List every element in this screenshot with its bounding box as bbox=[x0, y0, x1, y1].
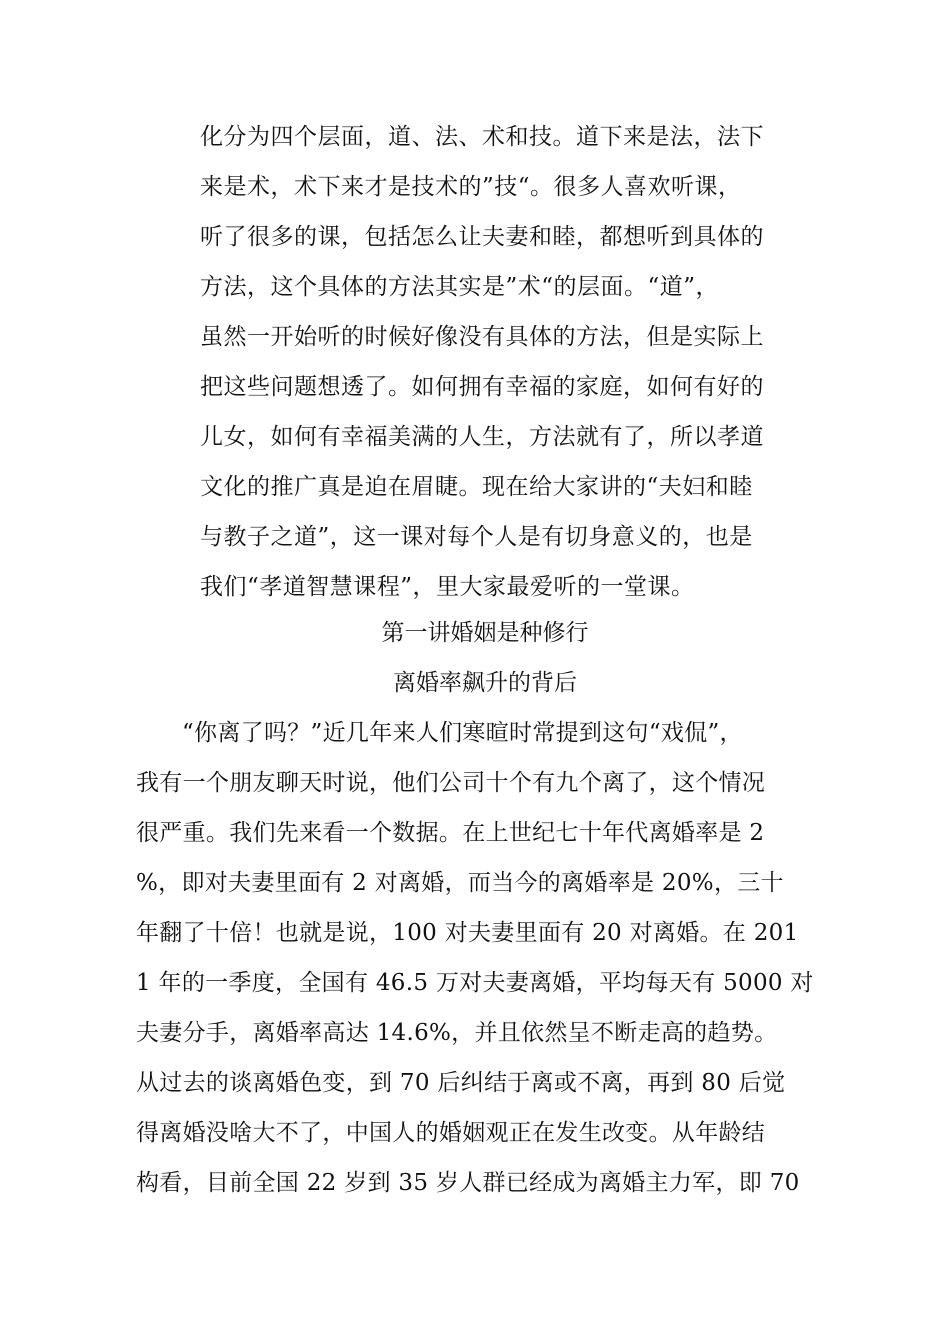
text-line: 听了很多的课，包括怎么让夫妻和睦，都想听到具体的 bbox=[200, 224, 764, 250]
intro-paragraph bbox=[200, 112, 820, 612]
text-line: 夫妻分手，离婚率高达 14.6%，并且依然呈不断走高的趋势。 bbox=[136, 1020, 778, 1046]
text-line: 构看，目前全国 22 岁到 35 岁人群已经成为离婚主力军，即 70 bbox=[136, 1170, 800, 1196]
text-line: 从过去的谈离婚色变，到 70 后纠结于离或不离，再到 80 后觉 bbox=[136, 1070, 786, 1096]
lecture-title: 第一讲婚姻是种修行 bbox=[381, 620, 589, 646]
text-line: 我有一个朋友聊天时说，他们公司十个有九个离了，这个情况 bbox=[136, 770, 766, 796]
text-line: 1 年的一季度，全国有 46.5 万对夫妻离婚，平均每天有 5000 对 bbox=[136, 970, 814, 996]
text-line: 虽然一开始听的时候好像没有具体的方法，但是实际上 bbox=[200, 324, 764, 350]
text-line: 把这些问题想透了。如何拥有幸福的家庭，如何有好的 bbox=[200, 374, 764, 400]
text-line: %，即对夫妻里面有 2 对离婚，而当今的离婚率是 20%，三十 bbox=[136, 870, 784, 896]
text-line: 化分为四个层面，道、法、术和技。道下来是法，法下 bbox=[200, 124, 764, 150]
text-line: 很严重。我们先来看一个数据。在上世纪七十年代离婚率是 2 bbox=[136, 820, 765, 846]
body-paragraph bbox=[136, 708, 836, 1208]
text-line: 文化的推广真是迫在眉睫。现在给大家讲的“夫妇和睦 bbox=[200, 474, 753, 500]
section-title: 离婚率飙升的背后 bbox=[393, 670, 577, 696]
text-line: 儿女，如何有幸福美满的人生，方法就有了，所以孝道 bbox=[200, 424, 764, 450]
text-line: 与教子之道”，这一课对每个人是有切身意义的，也是 bbox=[200, 524, 753, 550]
text-line: 方法，这个具体的方法其实是”术“的层面。“道”， bbox=[200, 274, 720, 300]
text-line: 得离婚没啥大不了，中国人的婚姻观正在发生改变。从年龄结 bbox=[136, 1120, 766, 1146]
text-line: 我们“孝道智慧课程”，里大家最爱听的一堂课。 bbox=[200, 574, 695, 600]
text-line: “你离了吗？”近几年来人们寒暄时常提到这句“戏侃”， bbox=[182, 720, 743, 746]
text-line: 年翻了十倍！也就是说，100 对夫妻里面有 20 对离婚。在 201 bbox=[136, 920, 799, 946]
text-line: 来是术，术下来才是技术的”技“。很多人喜欢听课， bbox=[200, 174, 742, 200]
